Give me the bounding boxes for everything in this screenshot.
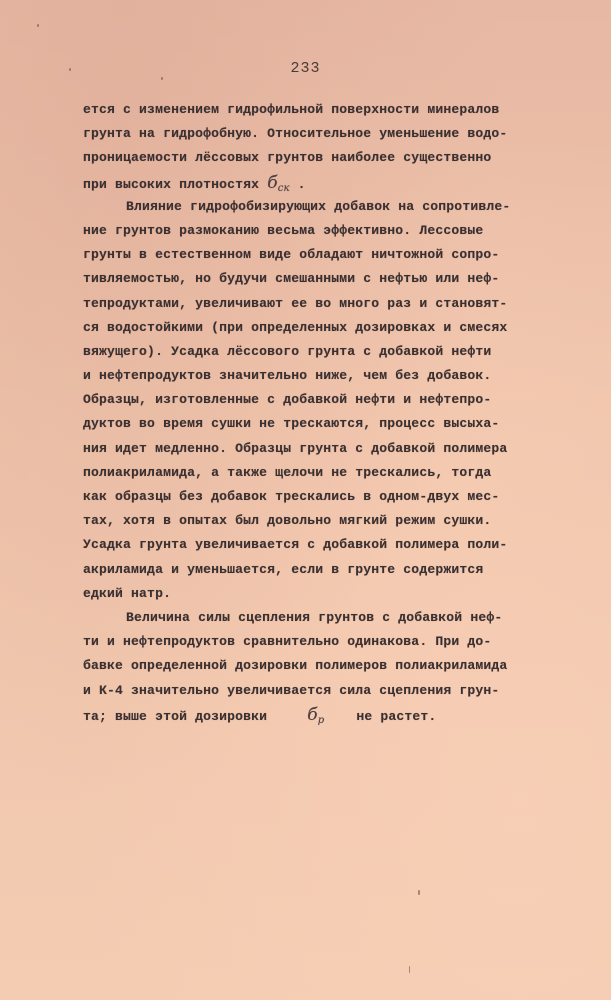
text-line: акриламида и уменьшается, если в грунте содержится (83, 561, 484, 577)
text-fragment: не растет. (324, 708, 437, 724)
text-line: ния идет медленно. Образцы грунта с добавкой полимера (83, 440, 508, 456)
paper-speck (418, 890, 420, 895)
text-line: проницаемости лёссовых грунтов наиболее существенно (83, 150, 492, 166)
text-line: вяжущего). Усадка лёссового грунта с добавкой нефти (83, 343, 492, 359)
text-fragment: при высоких плотностях (83, 176, 268, 192)
sigma-symbol (307, 705, 324, 725)
paper-speck (69, 68, 71, 71)
symbol-base: б (267, 172, 278, 193)
text-line: и нефтепродуктов значительно ниже, чем без добавок. (83, 368, 492, 384)
text-line-with-symbol (83, 703, 553, 727)
sigma-symbol (267, 173, 289, 193)
text-line: бавке определенной дозировки полимеров полиакриламида (83, 658, 508, 674)
text-line: дуктов во время сушки не трескаются, процесс высыха- (83, 416, 500, 432)
text-line: грунты в естественном виде обладают ничтожной сопро- (83, 247, 500, 263)
text-line: ние грунтов размоканию весьма эффективно. Лессовые (83, 222, 484, 238)
text-line: Усадка грунта увеличивается с добавкой полимера поли- (83, 537, 508, 553)
text-fragment: . (289, 176, 306, 192)
text-line: ется с изменением гидрофильной поверхности минералов (83, 102, 500, 117)
paper-speck (37, 24, 39, 27)
text-line: полиакриламида, а также щелочи не трескались, тогда (83, 464, 492, 480)
paragraph-2 (83, 195, 553, 606)
page-number: 233 (290, 60, 321, 77)
text-line: ся водостойкими (при определенных дозировках и смесях (83, 319, 508, 335)
text-line: Величина силы сцепления грунтов с добавкой неф- (126, 609, 503, 625)
text-line: грунта на гидрофобную. Относительное уменьшение водо- (83, 126, 508, 142)
paragraph-1 (83, 98, 553, 195)
text-line: тах, хотя в опытах был довольно мягкий режим сушки. (83, 513, 492, 529)
paper-speck (409, 966, 410, 973)
text-line: тепродуктами, увеличивают ее во много раз и становят- (83, 295, 508, 311)
text-line: тивляемостью, но будучи смешанными с нефтью или неф- (83, 271, 500, 287)
text-line: как образцы без добавок трескались в одном-двух мес- (83, 489, 500, 504)
symbol-base: б (307, 704, 318, 725)
body-text (83, 98, 553, 727)
text-line: Влияние гидрофобизирующих добавок на сопротивле- (126, 198, 511, 214)
text-fragment: та; выше этой дозировки (83, 708, 308, 724)
symbol-subscript: р (317, 714, 325, 726)
text-line: Образцы, изготовленные с добавкой нефти и нефтепро- (83, 392, 492, 408)
symbol-subscript: ск (277, 182, 290, 194)
text-line-with-symbol (83, 171, 553, 195)
text-line: едкий натр. (83, 585, 172, 601)
text-line: и К-4 значительно увеличивается сила сцепления грун- (83, 682, 500, 698)
text-line: ти и нефтепродуктов сравнительно одинакова. При до- (83, 634, 492, 650)
paragraph-3 (83, 606, 553, 727)
paper-speck (161, 77, 163, 80)
